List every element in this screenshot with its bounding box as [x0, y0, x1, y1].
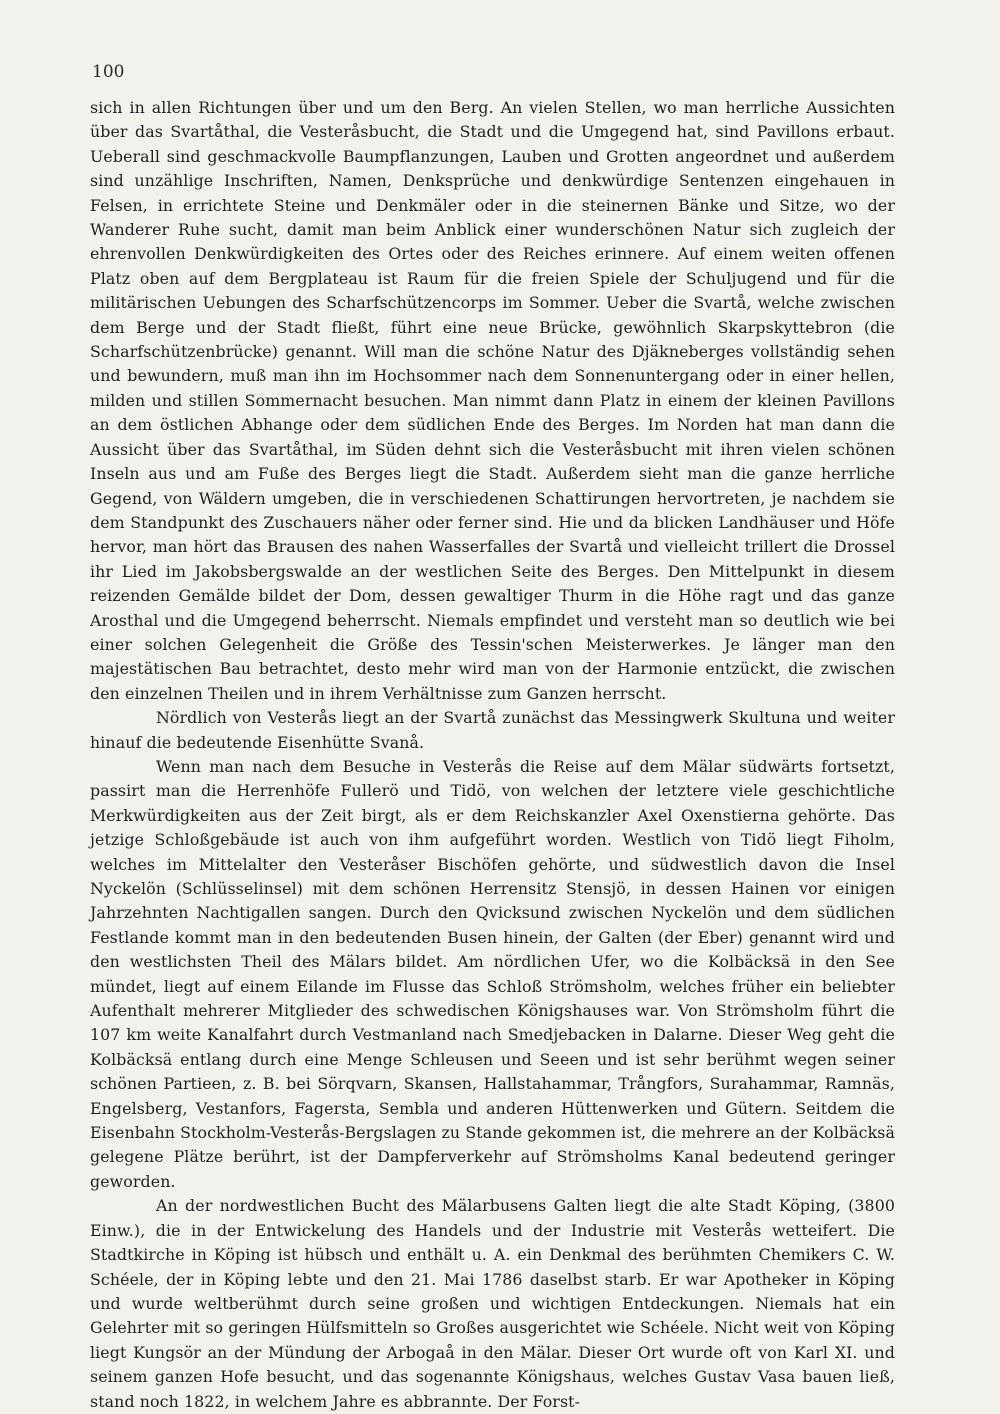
- paragraph-4: An der nordwestlichen Bucht des Mälarbusens Galten liegt die alte Stadt Köping, (3800 Einw.), die in der Entwickelung des Handels und der Industrie mit Vesterås wetteifert. Die Stadtkirche in Köping ist hübsch und enthält u. A. ein Denkmal des berühmten Chemikers C. W. Schéele, der in Köping lebte und den 21. Mai 1786 daselbst starb. Er war Apotheker in Köping und wurde weltberühmt durch seine großen und wichtigen Entdeckungen. Niemals hat ein Gelehrter mit so geringen Hülfsmitteln so Großes ausgerichtet wie Schéele. Nicht weit von Köping liegt Kungsör an der Mündung der Arbogaå in den Mälar. Dieser Ort wurde oft von Karl XI. und seinem ganzen Hofe besucht, und das sogenannte Königshaus, welches Gustav Vasa bauen ließ, stand noch 1822, in welchem Jahre es abbrannte. Der Forst-: [90, 1196, 895, 1411]
- paragraph-2: Nördlich von Vesterås liegt an der Svartå zunächst das Messingwerk Skultuna und weiter hinauf die bedeutende Eisenhütte Svanå.: [90, 708, 895, 752]
- page-number: 100: [92, 62, 125, 82]
- paragraph-3: Wenn man nach dem Besuche in Vesterås die Reise auf dem Mälar südwärts fortsetzt, passirt man die Herrenhöfe Fullerö und Tidö, von welchen der letztere viele geschichtliche Merkwürdigkeiten aus der Zeit birgt, als er dem Reichskanzler Axel Oxenstierna gehörte. Das jetzige Schloßgebäude ist auch von ihm aufgeführt worden. Westlich von Tidö liegt Fiholm, welches im Mittelalter den Vesteråser Bischöfen gehörte, und südwestlich davon die Insel Nyckelön (Schlüsselinsel) mit dem schönen Herrensitz Stensjö, in dessen Hainen vor einigen Jahrzehnten Nachtigallen sangen. Durch den Qvicksund zwischen Nyckelön und dem südlichen Festlande kommt man in den bedeutenden Busen hinein, der Galten (der Eber) genannt wird und den westlichsten Theil des Mälars bildet. Am nördlichen Ufer, wo die Kolbäcksä in den See mündet, liegt auf einem Eilande im Flusse das Schloß Strömsholm, welches früher ein beliebter Aufenthalt mehrerer Mitglieder des schwedischen Königshauses war. Von Strömsholm führt die 107 km weite Kanalfahrt durch Vestmanland nach Smedjebacken in Dalarne. Dieser Weg geht die Kolbäcksä entlang durch eine Menge Schleusen und Seeen und ist sehr berühmt wegen seiner schönen Partieen, z. B. bei Sörqvarn, Skansen, Hallstahammar, Trångfors, Surahammar, Ramnäs, Engelsberg, Vestanfors, Fagersta, Sembla und anderen Hüttenwerken und Gütern. Seitdem die Eisenbahn Stockholm-Vesterås-Bergslagen zu Stande gekommen ist, die mehrere an der Kolbäcksä gelegene Plätze berührt, ist der Dampferverkehr auf Strömsholms Kanal bedeutend geringer geworden.: [90, 756, 895, 1191]
- body-text: [90, 96, 895, 1414]
- paragraph-1: sich in allen Richtungen über und um den Berg. An vielen Stellen, wo man herrliche Aussichten über das Svartåthal, die Vesteråsbucht, die Stadt und die Umgegend hat, sind Pavillons erbaut. Ueberall sind geschmackvolle Baumpflanzungen, Lauben und Grotten angeordnet und außerdem sind unzählige Inschriften, Namen, Denksprüche und denkwürdige Sentenzen eingehauen in Felsen, in errichtete Steine und Denkmäler oder in die steinernen Bänke und Sitze, wo der Wanderer Ruhe sucht, damit man beim Anblick einer wunderschönen Natur sich zugleich der ehrenvollen Denkwürdigkeiten des Ortes oder des Reiches erinnere. Auf einem weiten offenen Platz oben auf dem Bergplateau ist Raum für die freien Spiele der Schuljugend und für die militärischen Uebungen des Scharfschützencorps im Sommer. Ueber die Svartå, welche zwischen dem Berge und der Stadt fließt, führt eine neue Brücke, gewöhnlich Skarpskyttebron (die Scharfschützenbrücke) genannt. Will man die schöne Natur des Djäkneberges vollständig sehen und bewundern, muß man ihn im Hochsommer nach dem Sonnenuntergang oder in einer hellen, milden und stillen Sommernacht besuchen. Man nimmt dann Platz in einem der kleinen Pavillons an dem östlichen Abhange oder dem südlichen Ende des Berges. Im Norden hat man dann die Aussicht über das Svartåthal, im Süden dehnt sich die Vesteråsbucht mit ihren vielen schönen Inseln aus und am Fuße des Berges liegt die Stadt. Außerdem sieht man die ganze herrliche Gegend, von Wäldern umgeben, die in verschiedenen Schattirungen hervortreten, je nachdem sie dem Standpunkt des Zuschauers näher oder ferner sind. Hie und da blicken Landhäuser und Höfe hervor, man hört das Brausen des nahen Wasserfalles der Svartå und vielleicht trillert die Drossel ihr Lied im Jakobsbergswalde an der westlichen Seite des Berges. Den Mittelpunkt in diesem reizenden Gemälde bildet der Dom, dessen gewaltiger Thurm in die Höhe ragt und das ganze Arosthal und die Umgegend beherrscht. Niemals empfindet und versteht man so deutlich wie bei einer solchen Gelegenheit die Größe des Tessin'schen Meisterwerkes. Je länger man den majestätischen Bau betrachtet, desto mehr wird man von der Harmonie entzückt, die zwischen den einzelnen Theilen und in ihrem Verhältnisse zum Ganzen herrscht.: [90, 98, 895, 703]
